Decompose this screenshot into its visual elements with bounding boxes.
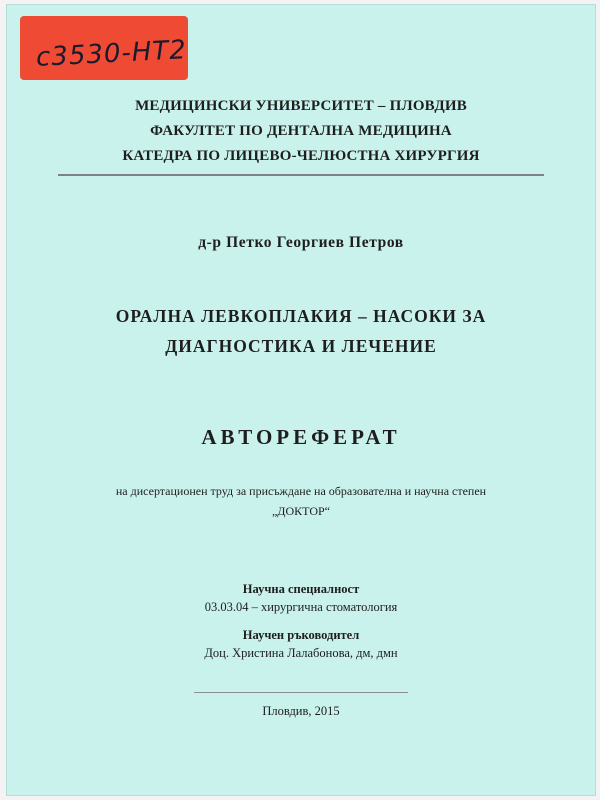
library-stamp (20, 16, 188, 80)
thesis-title-line-1: ОРАЛНА ЛЕВКОПЛАКИЯ – НАСОКИ ЗА (115, 306, 487, 326)
institution-line-faculty: ФАКУЛТЕТ ПО ДЕНТАЛНА МЕДИЦИНА (150, 123, 452, 139)
place-and-year: Пловдив, 2015 (262, 704, 340, 718)
document-type: АВТОРЕФЕРАТ (201, 425, 401, 449)
specialty-heading: Научна специалност (242, 582, 360, 596)
stamp-label: с3530-НТ2 (35, 35, 188, 73)
author-name: д-р Петко Георгиев Петров (198, 234, 404, 251)
degree-name: „ДОКТОР“ (271, 504, 331, 518)
supervisor-value: Доц. Христина Лалабонова, дм, дмн (204, 646, 398, 660)
supervisor-heading: Научен ръководител (242, 628, 360, 642)
header-divider (58, 174, 544, 176)
document-page (6, 4, 596, 796)
institution-line-department: КАТЕДРА ПО ЛИЦЕВО-ЧЕЛЮСТНА ХИРУРГИЯ (122, 148, 480, 164)
footer-divider (194, 692, 408, 693)
specialty-value: 03.03.04 – хирургична стоматология (204, 600, 398, 614)
thesis-title-line-2: ДИАГНОСТИКА И ЛЕЧЕНИЕ (165, 336, 437, 356)
institution-line-university: МЕДИЦИНСКИ УНИВЕРСИТЕТ – ПЛОВДИВ (135, 98, 467, 114)
description-line-1: на дисертационен труд за присъждане на образователна и научна степен (115, 484, 487, 498)
